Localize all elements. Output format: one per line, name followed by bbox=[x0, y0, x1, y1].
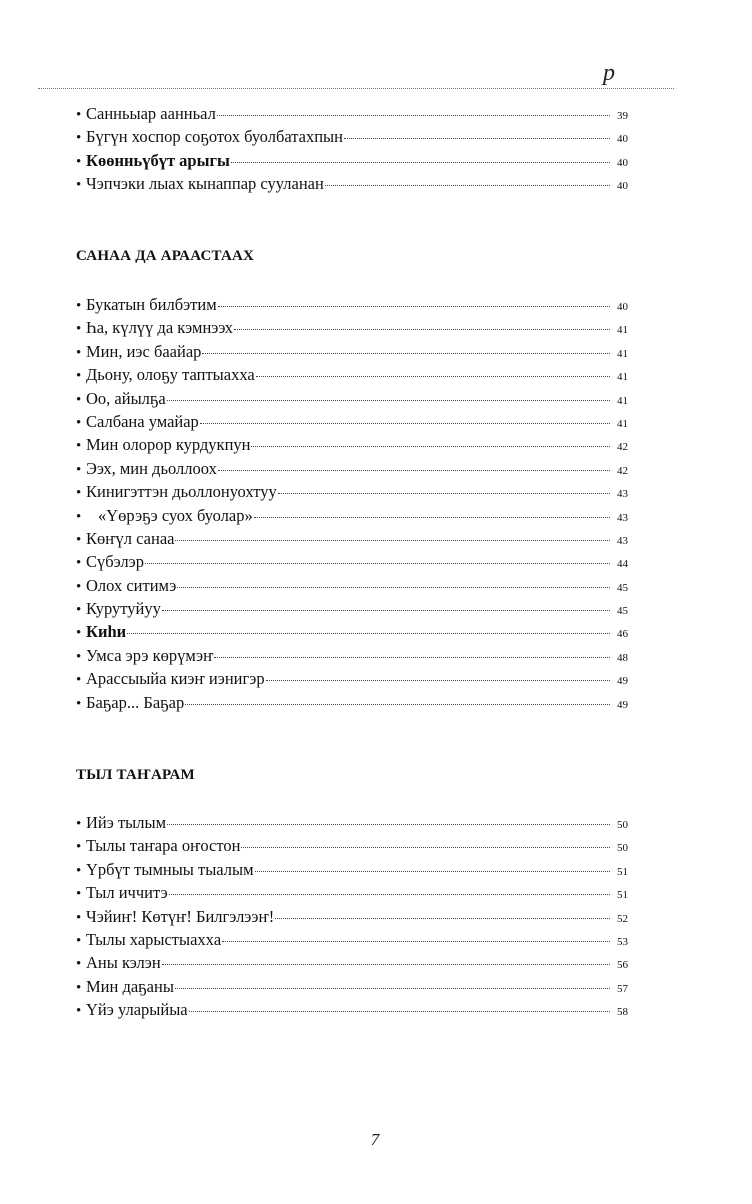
toc-list bbox=[76, 293, 628, 714]
toc-entry bbox=[76, 858, 628, 881]
entry-page-number: 52 bbox=[617, 912, 628, 925]
entry-page-number: 45 bbox=[617, 581, 628, 594]
entry-title: Курутуйуу bbox=[86, 599, 161, 619]
bullet-icon: • bbox=[76, 485, 82, 502]
bullet-icon: • bbox=[76, 298, 82, 314]
dot-leader bbox=[254, 517, 610, 518]
toc-entry bbox=[76, 387, 628, 410]
bullet-icon: • bbox=[76, 438, 82, 455]
toc-entry bbox=[76, 363, 628, 386]
dot-leader bbox=[234, 329, 610, 330]
toc-entry bbox=[76, 597, 628, 620]
toc-entry bbox=[76, 340, 628, 363]
bullet-icon: • bbox=[76, 414, 82, 431]
dot-leader bbox=[256, 376, 610, 377]
entry-page-number: 40 bbox=[617, 156, 628, 169]
entry-title: Оо, айылҕа bbox=[86, 388, 166, 408]
bullet-icon: • bbox=[76, 672, 82, 689]
dot-leader bbox=[185, 704, 610, 705]
dot-leader bbox=[325, 185, 610, 186]
dot-leader bbox=[217, 115, 610, 116]
entry-page-number: 43 bbox=[617, 488, 628, 501]
toc-entry bbox=[76, 504, 628, 527]
entry-title: Сүбэлэр bbox=[86, 552, 144, 572]
entry-title: Тыл иччитэ bbox=[86, 883, 168, 903]
entry-title: Салбана умайар bbox=[86, 411, 199, 431]
dot-leader bbox=[162, 610, 610, 611]
entry-title: Дьону, олоҕу таптыахха bbox=[86, 365, 255, 385]
dot-leader bbox=[218, 306, 610, 307]
dot-leader bbox=[200, 423, 610, 424]
entry-title: Киһи bbox=[86, 622, 127, 642]
entry-page-number: 56 bbox=[617, 959, 628, 972]
section-sanaa-da-araastaakh bbox=[76, 247, 628, 714]
toc-list bbox=[76, 102, 628, 196]
entry-title: Чэпчэки лыах кынаппар сууланан bbox=[86, 174, 324, 194]
entry-page-number: 53 bbox=[617, 935, 628, 948]
dot-leader bbox=[218, 470, 610, 471]
dot-leader bbox=[266, 680, 610, 681]
entry-page-number: 49 bbox=[617, 675, 628, 688]
toc-entry bbox=[76, 102, 628, 125]
dot-leader bbox=[189, 1011, 610, 1012]
entry-page-number: 51 bbox=[617, 865, 628, 878]
entry-title: Мин, иэс баайар bbox=[86, 341, 202, 361]
entry-page-number: 40 bbox=[617, 133, 628, 146]
toc-entry bbox=[76, 998, 628, 1021]
entry-title: Баҕар... Баҕар bbox=[86, 692, 185, 712]
bullet-icon: • bbox=[76, 130, 82, 147]
dot-leader bbox=[278, 493, 610, 494]
entry-title: Чэйиҥ! Көтүҥ! Билгэлээҥ! bbox=[86, 906, 275, 926]
entry-title: Ээх, мин дьоллоох bbox=[86, 458, 217, 478]
entry-page-number: 48 bbox=[617, 651, 628, 664]
entry-title: Үйэ уларыйыа bbox=[86, 1000, 188, 1020]
entry-page-number: 42 bbox=[617, 441, 628, 454]
entry-page-number: 44 bbox=[617, 558, 628, 571]
entry-page-number: 41 bbox=[617, 324, 628, 337]
dot-leader bbox=[162, 964, 610, 965]
bullet-icon: • bbox=[76, 956, 82, 973]
entry-title: Олох ситимэ bbox=[86, 575, 177, 595]
header-mark: p bbox=[603, 60, 615, 86]
dot-leader bbox=[275, 918, 610, 919]
dot-leader bbox=[145, 563, 610, 564]
toc-entry bbox=[76, 293, 628, 316]
dot-leader bbox=[255, 871, 610, 872]
bullet-icon: • bbox=[76, 321, 82, 338]
section-tyl-tangaram bbox=[76, 766, 628, 1022]
bullet-icon: • bbox=[76, 839, 82, 856]
bullet-icon: • bbox=[76, 107, 82, 123]
bullet-icon: • bbox=[76, 177, 82, 194]
toc-entry bbox=[76, 316, 628, 339]
bullet-icon: • bbox=[76, 932, 82, 949]
entry-page-number: 46 bbox=[617, 628, 628, 641]
entry-title: Көөнньүбүт арыгы bbox=[86, 150, 230, 170]
toc-entry bbox=[76, 928, 628, 951]
bullet-icon: • bbox=[76, 625, 82, 642]
bullet-icon: • bbox=[76, 578, 82, 595]
toc-entry bbox=[76, 433, 628, 456]
entry-title: Мин олорор курдукпун bbox=[86, 435, 251, 455]
bullet-icon: • bbox=[76, 979, 82, 996]
bullet-icon: • bbox=[76, 1003, 82, 1020]
entry-title: Кинигэттэн дьоллонуохтуу bbox=[86, 482, 277, 502]
bullet-icon: • bbox=[76, 695, 82, 712]
toc-entry bbox=[76, 691, 628, 714]
entry-title: Тылы таҥара оҥостон bbox=[86, 836, 241, 856]
bullet-icon: • bbox=[76, 602, 82, 619]
toc-entry bbox=[76, 905, 628, 928]
bullet-icon: • bbox=[76, 555, 82, 572]
entry-page-number: 58 bbox=[617, 1006, 628, 1019]
bullet-icon: • bbox=[76, 862, 82, 879]
dot-leader bbox=[241, 847, 610, 848]
toc-entry bbox=[76, 125, 628, 148]
entry-page-number: 41 bbox=[617, 371, 628, 384]
bullet-icon: • bbox=[76, 368, 82, 385]
toc-entry bbox=[76, 834, 628, 857]
dot-leader bbox=[222, 941, 610, 942]
entry-title: Көҥүл санаа bbox=[86, 528, 175, 548]
dot-leader bbox=[202, 353, 610, 354]
entry-page-number: 49 bbox=[617, 698, 628, 711]
entry-page-number: 45 bbox=[617, 605, 628, 618]
dot-leader bbox=[344, 138, 610, 139]
entry-page-number: 43 bbox=[617, 511, 628, 524]
toc-entry bbox=[76, 480, 628, 503]
entry-page-number: 50 bbox=[617, 842, 628, 855]
entry-title: Букатын билбэтим bbox=[86, 295, 217, 314]
dot-leader bbox=[175, 540, 610, 541]
toc-entry bbox=[76, 667, 628, 690]
toc-entry bbox=[76, 172, 628, 195]
toc-entry bbox=[76, 527, 628, 550]
dot-leader bbox=[177, 587, 610, 588]
entry-page-number: 43 bbox=[617, 534, 628, 547]
bullet-icon: • bbox=[76, 816, 82, 832]
entry-title: Санньыар аанньал bbox=[86, 104, 216, 123]
bullet-icon: • bbox=[76, 461, 82, 478]
header-rule bbox=[38, 88, 674, 89]
entry-page-number: 42 bbox=[617, 464, 628, 477]
section-title: ТЫЛ ТАҤАРАМ bbox=[76, 767, 195, 783]
entry-page-number: 50 bbox=[617, 819, 628, 831]
entry-title: Үрбүт тымныы тыалым bbox=[86, 859, 254, 879]
section-continued bbox=[76, 102, 628, 196]
entry-title: Арассыыйа киэҥ иэнигэр bbox=[86, 669, 265, 689]
entry-page-number: 51 bbox=[617, 889, 628, 902]
toc-entry bbox=[76, 457, 628, 480]
entry-page-number: 40 bbox=[617, 301, 628, 313]
toc-entry bbox=[76, 410, 628, 433]
entry-title: «Үөрэҕэ суох буолар» bbox=[98, 505, 253, 525]
entry-title: Бүгүн хоспор соҕотох буолбатахпын bbox=[86, 127, 343, 147]
footer-page-number: 7 bbox=[370, 1130, 380, 1149]
entry-page-number: 57 bbox=[617, 982, 628, 995]
entry-title: Умса эрэ көрүмэҥ bbox=[86, 645, 214, 665]
bullet-icon: • bbox=[76, 886, 82, 903]
entry-title: Һа, күлүү да кэмнээх bbox=[86, 318, 234, 338]
section-title: САНАА ДА АРААСТААХ bbox=[76, 248, 255, 264]
dot-leader bbox=[127, 633, 610, 634]
toc-entry bbox=[76, 881, 628, 904]
toc-entry bbox=[76, 644, 628, 667]
entry-page-number: 39 bbox=[617, 110, 628, 122]
dot-leader bbox=[167, 824, 610, 825]
toc-entry bbox=[76, 550, 628, 573]
toc-entry bbox=[76, 620, 628, 643]
toc-entry bbox=[76, 149, 628, 172]
toc-entry bbox=[76, 951, 628, 974]
bullet-icon: • bbox=[76, 648, 82, 665]
toc-entry bbox=[76, 811, 628, 834]
dot-leader bbox=[251, 446, 610, 447]
dot-leader bbox=[175, 988, 610, 989]
entry-title: Мин даҕаны bbox=[86, 976, 174, 996]
entry-page-number: 41 bbox=[617, 394, 628, 407]
toc-entry bbox=[76, 975, 628, 998]
entry-page-number: 41 bbox=[617, 417, 628, 430]
bullet-icon: • bbox=[76, 153, 82, 170]
toc-list bbox=[76, 811, 628, 1022]
entry-title: Ийэ тылым bbox=[86, 813, 167, 832]
bullet-icon: • bbox=[76, 391, 82, 408]
dot-leader bbox=[231, 162, 610, 163]
entry-page-number: 40 bbox=[617, 180, 628, 193]
entry-page-number: 41 bbox=[617, 347, 628, 360]
dot-leader bbox=[167, 400, 610, 401]
bullet-icon: • bbox=[76, 909, 82, 926]
bullet-icon: • bbox=[76, 508, 82, 525]
entry-title: Аны кэлэн bbox=[86, 953, 161, 973]
bullet-icon: • bbox=[76, 531, 82, 548]
dot-leader bbox=[169, 894, 610, 895]
dot-leader bbox=[214, 657, 610, 658]
bullet-icon: • bbox=[76, 344, 82, 361]
toc-entry bbox=[76, 574, 628, 597]
entry-title: Тылы харыстыаххa bbox=[86, 929, 222, 949]
